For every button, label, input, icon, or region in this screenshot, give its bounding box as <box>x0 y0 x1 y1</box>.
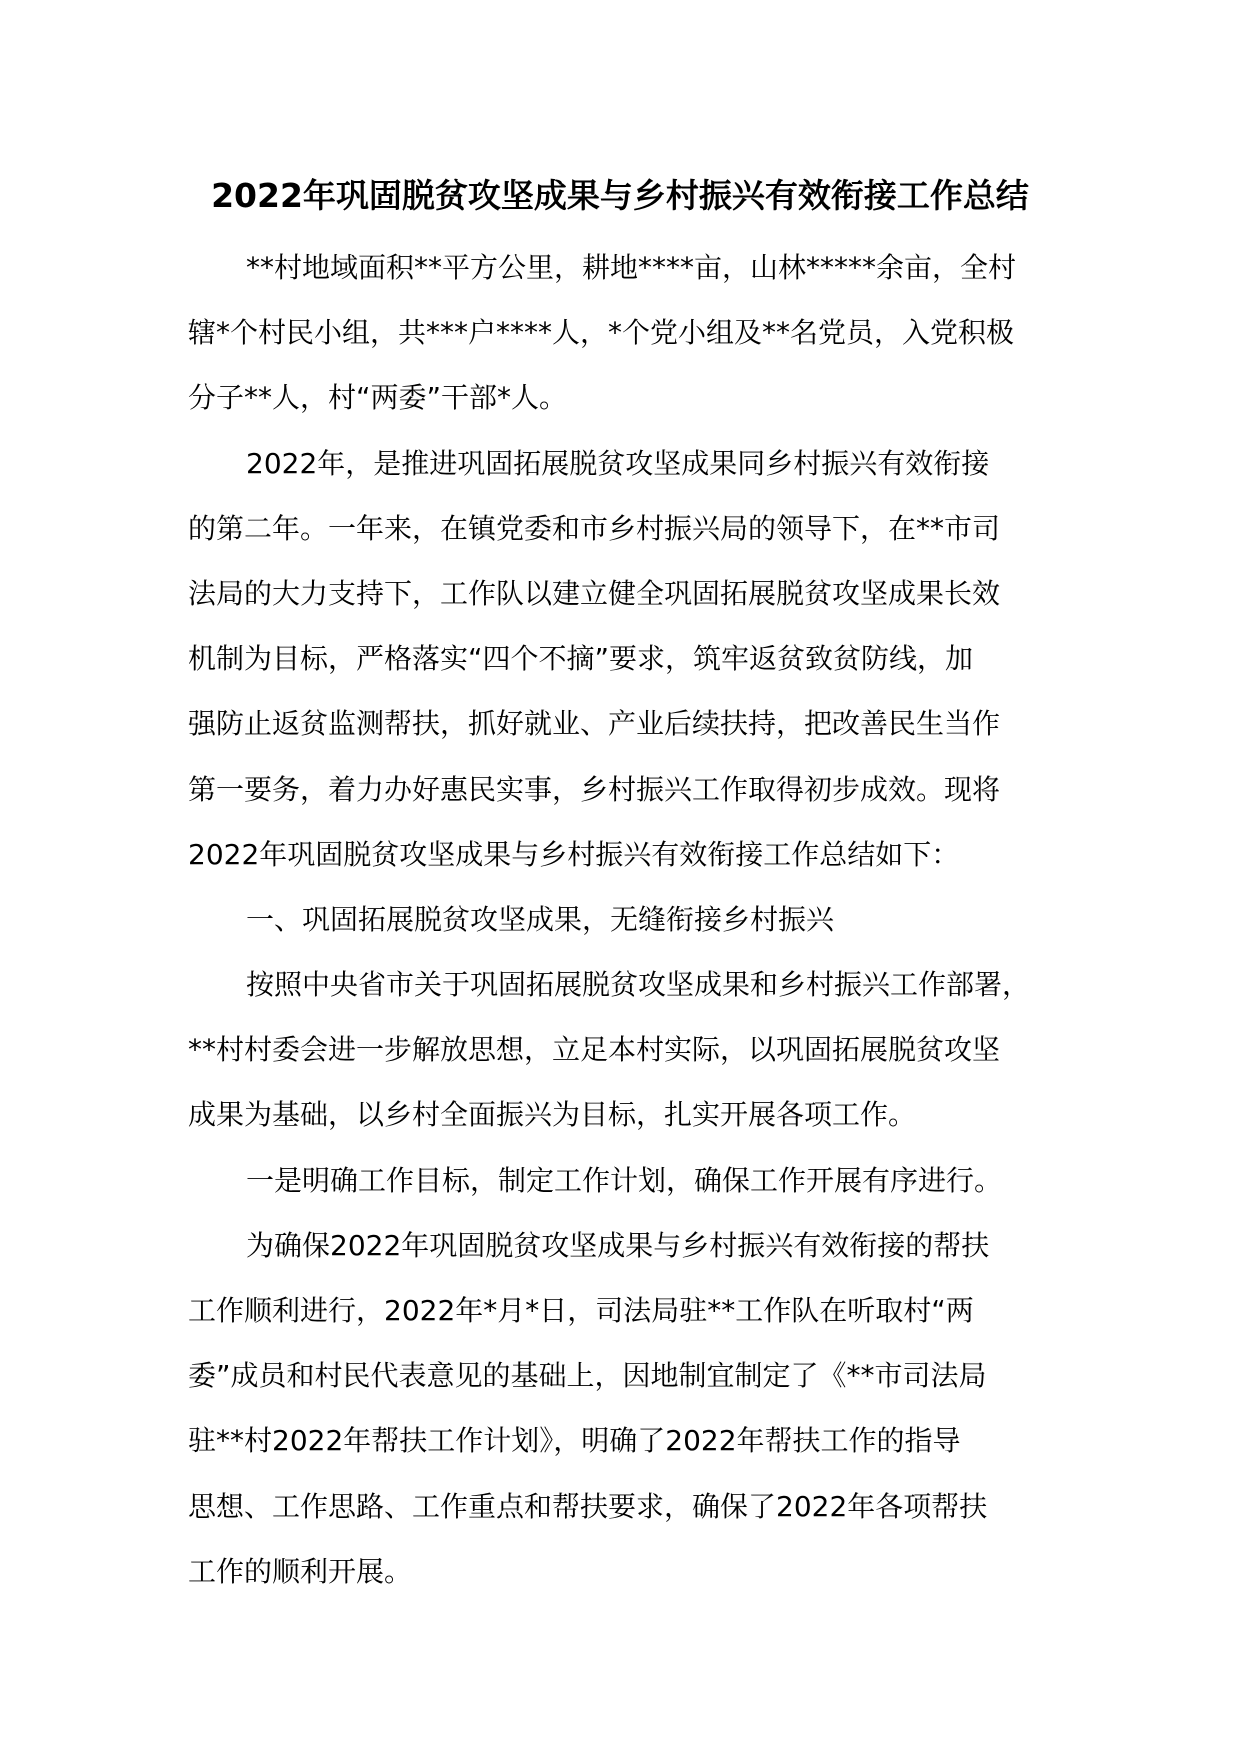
paragraph-line: **村村委会进一步解放思想，立足本村实际，以巩固拓展脱贫攻坚 <box>188 1033 1001 1067</box>
paragraph-line: 成果为基础，以乡村全面振兴为目标，扎实开展各项工作。 <box>188 1098 917 1132</box>
paragraph-line: **村地域面积**平方公里，耕地****亩，山林*****余亩，全村 <box>246 251 1017 284</box>
paragraph-line: 工作顺利进行，2022年*月*日，司法局驻**工作队在听取村“两 <box>188 1294 974 1327</box>
paragraph-line: 强防止返贫监测帮扶，抓好就业、产业后续扶持，把改善民生当作 <box>188 707 1001 741</box>
section-heading: 一、巩固拓展脱贫攻坚成果，无缝衔接乡村振兴 <box>246 902 835 936</box>
paragraph-line: 工作的顺利开展。 <box>188 1554 413 1588</box>
paragraph-line: 第一要务，着力办好惠民实事，乡村振兴工作取得初步成效。现将 <box>188 772 1001 806</box>
paragraph-line: 机制为目标，严格落实“四个不摘”要求，筑牢返贫致贫防线，加 <box>188 642 974 676</box>
paragraph-line: 的第二年。一年来，在镇党委和市乡村振兴局的领导下，在**市司 <box>188 511 1001 545</box>
paragraph-line: 辖*个村民小组，共***户****人，*个党小组及**名党员，入党积极 <box>188 316 1015 350</box>
document-body <box>188 235 1088 1604</box>
paragraph-line: 驻**村2022年帮扶工作计划》，明确了2022年帮扶工作的指导 <box>188 1424 961 1458</box>
subsection-heading: 一是明确工作目标，制定工作计划，确保工作开展有序进行。 <box>246 1163 1003 1197</box>
paragraph-line: 为确保2022年巩固脱贫攻坚成果与乡村振兴有效衔接的帮扶 <box>246 1228 990 1262</box>
paragraph-line: 按照中央省市关于巩固拓展脱贫攻坚成果和乡村振兴工作部署， <box>246 968 1031 1002</box>
paragraph-line: 思想、工作思路、工作重点和帮扶要求，确保了2022年各项帮扶 <box>188 1489 988 1523</box>
paragraph-line: 2022年巩固脱贫攻坚成果与乡村振兴有效衔接工作总结如下： <box>188 837 960 871</box>
paragraph-line: 分子**人，村“两委”干部*人。 <box>188 381 568 415</box>
document-title: 2022年巩固脱贫攻坚成果与乡村振兴有效衔接工作总结 <box>211 176 1029 215</box>
paragraph-line: 2022年，是推进巩固拓展脱贫攻坚成果同乡村振兴有效衔接 <box>246 446 990 480</box>
paragraph-line: 法局的大力支持下，工作队以建立健全巩固拓展脱贫攻坚成果长效 <box>188 576 1001 610</box>
paragraph-line: 委”成员和村民代表意见的基础上，因地制宜制定了《**市司法局 <box>188 1359 987 1393</box>
